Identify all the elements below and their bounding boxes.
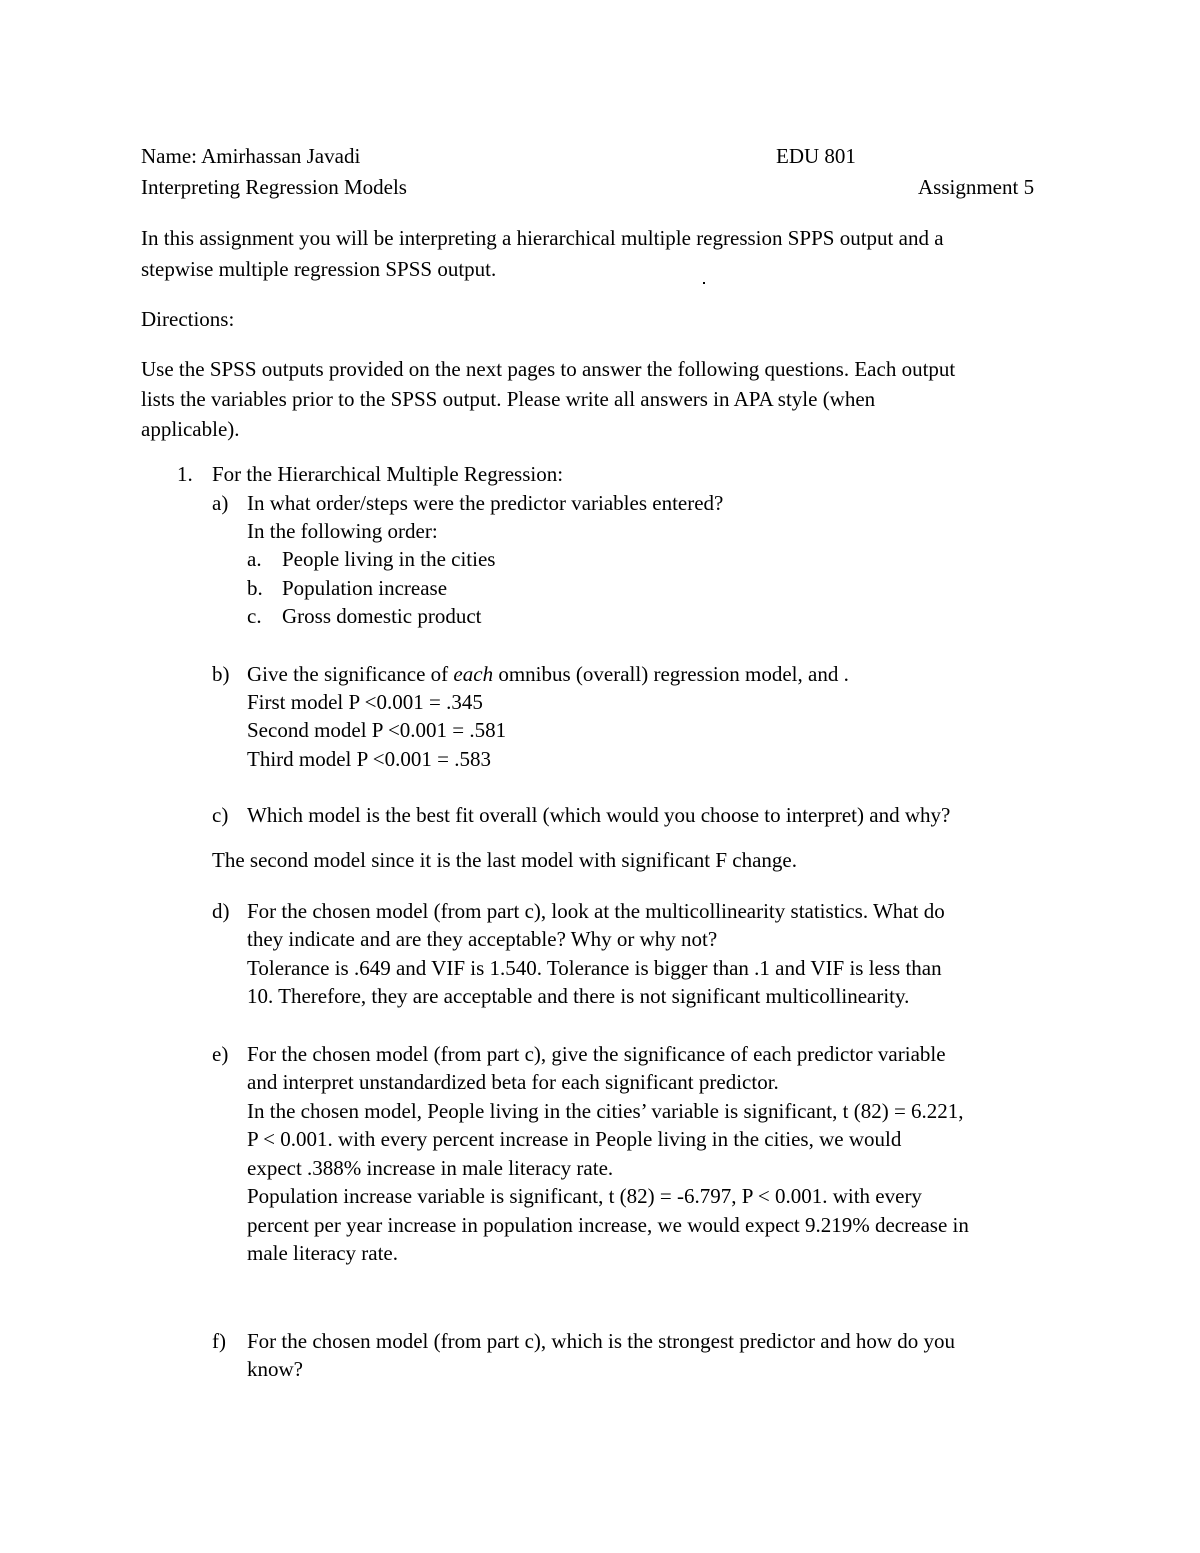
answer-b-line: Third model P <0.001 = .583 (247, 747, 491, 771)
question-e-marker: e) (212, 1042, 229, 1066)
answer-a-item: People living in the cities (282, 547, 496, 571)
assignment-number: Assignment 5 (918, 175, 1035, 199)
question-d-line: they indicate and are they acceptable? Why or why not? (247, 927, 718, 951)
question-a-text: In what order/steps were the predictor variables entered? (247, 491, 724, 515)
answer-a-marker: a. (247, 547, 262, 571)
question-d-marker: d) (212, 899, 230, 923)
answer-b-line: Second model P <0.001 = .581 (247, 718, 507, 742)
answer-e-line: expect .388% increase in male literacy rate. (247, 1156, 614, 1180)
student-name: Name: Amirhassan Javadi (141, 144, 361, 168)
question-b-marker: b) (212, 662, 230, 686)
answer-d-line: Tolerance is .649 and VIF is 1.540. Tolerance is bigger than .1 and VIF is less than (247, 956, 942, 980)
question-b-text: Give the significance of each omnibus (overall) regression model, and . (247, 662, 849, 686)
answer-a-marker: c. (247, 604, 262, 628)
question-c-marker: c) (212, 803, 229, 827)
answer-d-line: 10. Therefore, they are acceptable and there is not significant multicollinearity. (247, 984, 910, 1008)
directions-line: applicable). (141, 417, 240, 441)
question-c-text: Which model is the best fit overall (which would you choose to interpret) and why? (247, 803, 951, 827)
answer-a-marker: b. (247, 576, 263, 600)
intro-line: In this assignment you will be interpreting a hierarchical multiple regression SPPS output and a (141, 226, 944, 250)
question-f-marker: f) (212, 1329, 226, 1353)
intro-line: stepwise multiple regression SPSS output. (141, 257, 497, 281)
answer-a-item: Population increase (282, 576, 448, 600)
question-a-marker: a) (212, 491, 229, 515)
question-e-line: For the chosen model (from part c), give the significance of each predictor variable (247, 1042, 946, 1066)
answer-c-text: The second model since it is the last model with significant F change. (212, 848, 797, 872)
answer-a-intro: In the following order: (247, 519, 438, 543)
section-title: For the Hierarchical Multiple Regression: (212, 462, 564, 486)
question-d-line: For the chosen model (from part c), look at the multicollinearity statistics. What do (247, 899, 945, 923)
answer-e-line: In the chosen model, People living in the cities’ variable is significant, t (82) = 6.221, (247, 1099, 964, 1123)
directions-line: Use the SPSS outputs provided on the next pages to answer the following questions. Each output (141, 357, 956, 381)
section-number: 1. (177, 462, 193, 486)
stray-dot (703, 282, 705, 284)
question-f-line: know? (247, 1357, 303, 1381)
answer-b-line: First model P <0.001 = .345 (247, 690, 483, 714)
question-f-line: For the chosen model (from part c), which is the strongest predictor and how do you (247, 1329, 956, 1353)
answer-e-line: Population increase variable is significant, t (82) = -6.797, P < 0.001. with every (247, 1184, 922, 1208)
directions-label: Directions: (141, 307, 235, 331)
directions-line: lists the variables prior to the SPSS output. Please write all answers in APA style (when (141, 387, 876, 411)
document-title: Interpreting Regression Models (141, 175, 407, 199)
answer-a-item: Gross domestic product (282, 604, 482, 628)
course-code: EDU 801 (776, 144, 856, 168)
question-e-line: and interpret unstandardized beta for each significant predictor. (247, 1070, 779, 1094)
answer-e-line: male literacy rate. (247, 1241, 398, 1265)
answer-e-line: P < 0.001. with every percent increase in People living in the cities, we would (247, 1127, 902, 1151)
answer-e-line: percent per year increase in population increase, we would expect 9.219% decrease in (247, 1213, 969, 1237)
